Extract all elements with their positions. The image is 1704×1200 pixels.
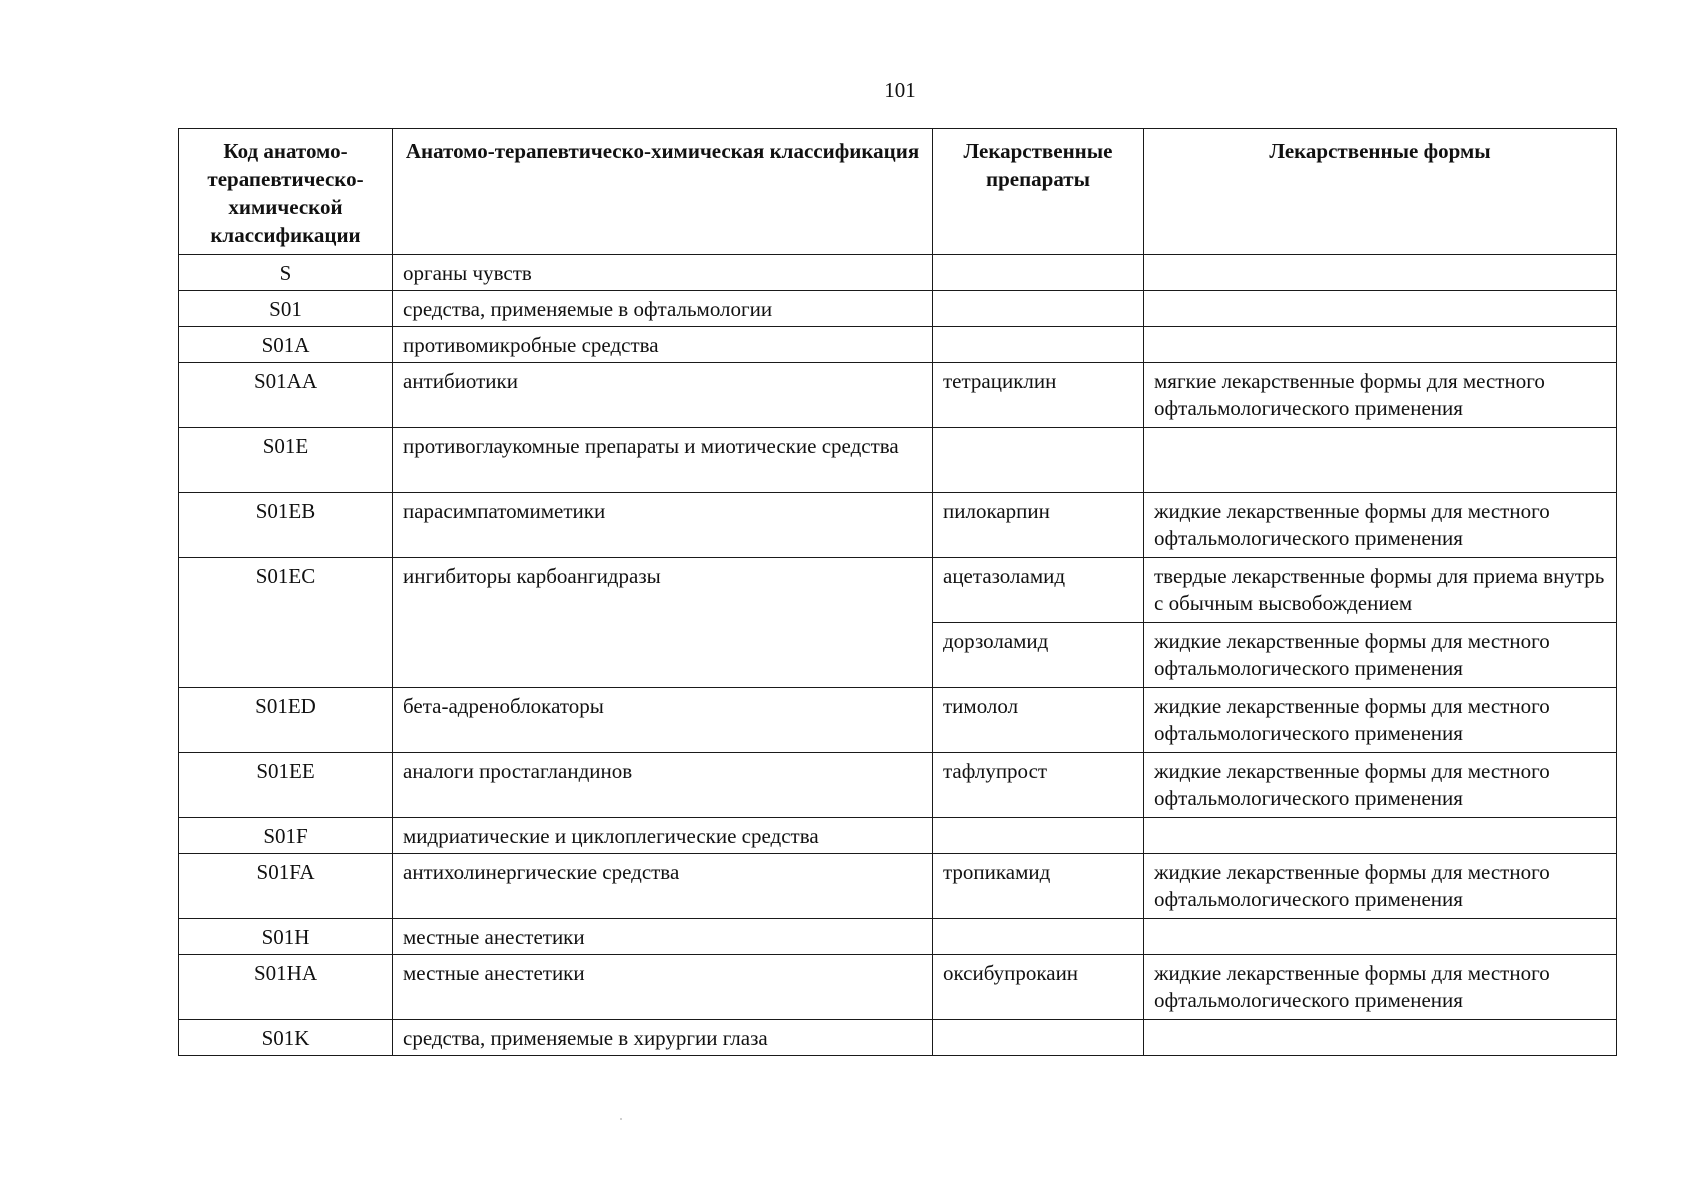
table-row	[179, 753, 1617, 818]
atc-classification: органы чувств	[393, 255, 933, 291]
form-cell: мягкие лекарственные формы для местного офтальмологического применения	[1144, 363, 1617, 428]
table-row	[179, 854, 1617, 919]
header-forms: Лекарственные формы	[1144, 129, 1617, 255]
atc-code: S01EB	[179, 493, 393, 558]
atc-classification: парасимпатомиметики	[393, 493, 933, 558]
atc-code: S01HA	[179, 955, 393, 1020]
form-cell: жидкие лекарственные формы для местного офтальмологического применения	[1144, 688, 1617, 753]
drug-cell	[933, 327, 1144, 363]
drug-cell	[933, 919, 1144, 955]
header-drugs: Лекарственные препараты	[933, 129, 1144, 255]
atc-classification: противомикробные средства	[393, 327, 933, 363]
form-cell	[1144, 255, 1617, 291]
form-cell: жидкие лекарственные формы для местного офтальмологического применения	[1144, 753, 1617, 818]
atc-classification: аналоги простагландинов	[393, 753, 933, 818]
table-row	[179, 919, 1617, 955]
form-cell: жидкие лекарственные формы для местного офтальмологического применения	[1144, 623, 1617, 688]
drug-cell	[933, 255, 1144, 291]
form-cell: жидкие лекарственные формы для местного офтальмологического применения	[1144, 854, 1617, 919]
atc-classification: средства, применяемые в хирургии глаза	[393, 1020, 933, 1056]
atc-code: S01F	[179, 818, 393, 854]
form-cell	[1144, 1020, 1617, 1056]
atc-classification: бета-адреноблокаторы	[393, 688, 933, 753]
form-cell	[1144, 919, 1617, 955]
drug-cell: тропикамид	[933, 854, 1144, 919]
atc-code: S01EC	[179, 558, 393, 688]
atc-code: S01A	[179, 327, 393, 363]
atc-code: S01ED	[179, 688, 393, 753]
form-cell	[1144, 291, 1617, 327]
drug-cell: оксибупрокаин	[933, 955, 1144, 1020]
atc-code: S01FA	[179, 854, 393, 919]
atc-code: S01AA	[179, 363, 393, 428]
table-header-row	[179, 129, 1617, 255]
drug-cell: тимолол	[933, 688, 1144, 753]
atc-code: S01K	[179, 1020, 393, 1056]
atc-classification: ингибиторы карбоангидразы	[393, 558, 933, 688]
header-classification: Анатомо-терапевтическо-химическая классификация	[393, 129, 933, 255]
table-row	[179, 493, 1617, 558]
page-number: 101	[884, 78, 916, 102]
atc-code: S01H	[179, 919, 393, 955]
drug-cell: тетрациклин	[933, 363, 1144, 428]
drug-cell	[933, 818, 1144, 854]
atc-classification: мидриатические и циклоплегические средства	[393, 818, 933, 854]
table-row	[179, 428, 1617, 493]
form-cell	[1144, 818, 1617, 854]
atc-classification: противоглаукомные препараты и миотические средства	[393, 428, 933, 493]
atc-classification: местные анестетики	[393, 955, 933, 1020]
drug-cell: дорзоламид	[933, 623, 1144, 688]
table-row	[179, 291, 1617, 327]
form-cell: жидкие лекарственные формы для местного офтальмологического применения	[1144, 493, 1617, 558]
scan-speck	[620, 1118, 622, 1120]
form-cell	[1144, 327, 1617, 363]
atc-classification: средства, применяемые в офтальмологии	[393, 291, 933, 327]
form-cell: жидкие лекарственные формы для местного офтальмологического применения	[1144, 955, 1617, 1020]
atc-table	[178, 128, 1617, 1056]
table-row	[179, 955, 1617, 1020]
atc-code: S01EE	[179, 753, 393, 818]
table-row	[179, 1020, 1617, 1056]
drug-cell	[933, 428, 1144, 493]
atc-code: S	[179, 255, 393, 291]
form-cell	[1144, 428, 1617, 493]
atc-classification: антибиотики	[393, 363, 933, 428]
table-row	[179, 363, 1617, 428]
form-cell: твердые лекарственные формы для приема внутрь с обычным высвобождением	[1144, 558, 1617, 623]
atc-code: S01E	[179, 428, 393, 493]
table-row	[179, 688, 1617, 753]
atc-classification: местные анестетики	[393, 919, 933, 955]
table-row	[179, 558, 1617, 623]
drug-cell: ацетазоламид	[933, 558, 1144, 623]
table-row	[179, 255, 1617, 291]
drug-cell: пилокарпин	[933, 493, 1144, 558]
header-code: Код анатомо-терапевтическо-химической классификации	[179, 129, 393, 255]
drug-cell: тафлупрост	[933, 753, 1144, 818]
table-row	[179, 818, 1617, 854]
drug-cell	[933, 1020, 1144, 1056]
atc-classification: антихолинергические средства	[393, 854, 933, 919]
drug-cell	[933, 291, 1144, 327]
atc-code: S01	[179, 291, 393, 327]
table-row	[179, 327, 1617, 363]
